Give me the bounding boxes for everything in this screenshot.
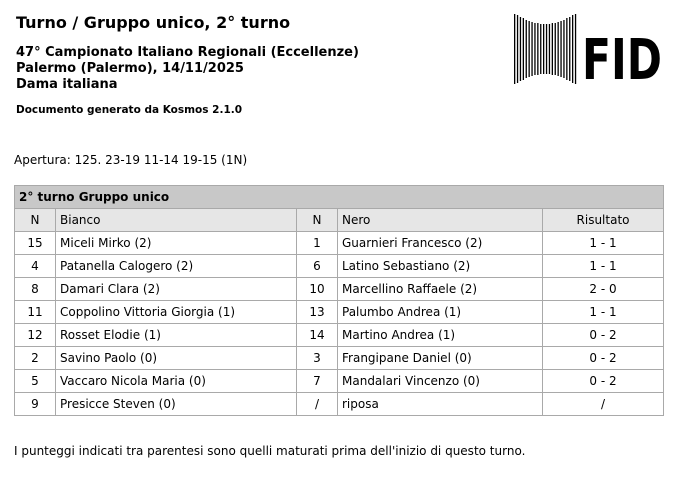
table-row: [15, 278, 664, 301]
black-player-cell: Martino Andrea (1): [338, 324, 543, 347]
result-cell: 0 - 2: [543, 370, 664, 393]
logo-stripe: [549, 24, 550, 74]
col-header-white: Bianco: [56, 209, 297, 232]
table-caption: 2° turno Gruppo unico: [15, 186, 664, 209]
table-row: [15, 370, 664, 393]
result-cell: 1 - 1: [543, 301, 664, 324]
black-player-cell: Guarnieri Francesco (2): [338, 232, 543, 255]
black-number-cell: 6: [297, 255, 338, 278]
logo-stripe: [566, 18, 567, 80]
logo-stripe: [520, 17, 521, 81]
black-number-cell: 3: [297, 347, 338, 370]
black-number-cell: 14: [297, 324, 338, 347]
generated-by: Documento generato da Kosmos 2.1.0: [16, 104, 243, 116]
white-number-cell: 8: [15, 278, 56, 301]
black-player-cell: Palumbo Andrea (1): [338, 301, 543, 324]
fid-logo-text: FID: [582, 28, 662, 93]
white-number-cell: 2: [15, 347, 56, 370]
white-player-cell: Savino Paolo (0): [56, 347, 297, 370]
white-number-cell: 12: [15, 324, 56, 347]
logo-stripe: [558, 22, 559, 76]
logo-stripe: [560, 21, 561, 77]
result-cell: /: [543, 393, 664, 416]
footnote: I punteggi indicati tra parentesi sono quelli maturati prima dell'inizio di questo turno.: [14, 444, 526, 458]
event-info: [16, 45, 359, 93]
page-title: Turno / Gruppo unico, 2° turno: [16, 13, 291, 32]
result-cell: 1 - 1: [543, 232, 664, 255]
table-row: [15, 232, 664, 255]
col-header-n-black: N: [297, 209, 338, 232]
white-player-cell: Vaccaro Nicola Maria (0): [56, 370, 297, 393]
result-cell: 1 - 1: [543, 255, 664, 278]
event-place-date: Palermo (Palermo), 14/11/2025: [16, 61, 244, 76]
opening-line: Apertura: 125. 23-19 11-14 19-15 (1N): [14, 153, 248, 167]
table-row: [15, 324, 664, 347]
table-row: [15, 255, 664, 278]
fid-logo: [514, 14, 664, 93]
white-number-cell: 4: [15, 255, 56, 278]
logo-stripe: [552, 23, 553, 75]
black-number-cell: 13: [297, 301, 338, 324]
white-player-cell: Patanella Calogero (2): [56, 255, 297, 278]
white-player-cell: Damari Clara (2): [56, 278, 297, 301]
logo-stripe: [537, 23, 538, 75]
white-number-cell: 11: [15, 301, 56, 324]
pairings-table: [14, 185, 664, 416]
logo-stripe: [531, 22, 532, 76]
logo-stripe: [575, 14, 576, 84]
logo-stripe: [569, 17, 570, 81]
logo-stripe: [540, 24, 541, 74]
logo-stripe: [546, 24, 547, 74]
col-header-result: Risultato: [543, 209, 664, 232]
black-number-cell: 10: [297, 278, 338, 301]
logo-stripe: [534, 23, 535, 75]
black-player-cell: Marcellino Raffaele (2): [338, 278, 543, 301]
table-row: [15, 301, 664, 324]
white-player-cell: Miceli Mirko (2): [56, 232, 297, 255]
logo-stripe: [555, 23, 556, 75]
table-header-row: [15, 209, 664, 232]
result-cell: 2 - 0: [543, 278, 664, 301]
game-type: Dama italiana: [16, 77, 118, 92]
logo-stripe: [517, 15, 518, 83]
white-number-cell: 5: [15, 370, 56, 393]
white-player-cell: Coppolino Vittoria Giorgia (1): [56, 301, 297, 324]
col-header-n-white: N: [15, 209, 56, 232]
logo-stripe: [572, 15, 573, 83]
logo-stripe: [543, 24, 544, 74]
logo-stripe: [514, 14, 515, 84]
white-player-cell: Presicce Steven (0): [56, 393, 297, 416]
black-player-cell: riposa: [338, 393, 543, 416]
logo-stripe: [563, 20, 564, 78]
event-name: 47° Campionato Italiano Regionali (Eccellenze): [16, 45, 359, 60]
col-header-black: Nero: [338, 209, 543, 232]
white-player-cell: Rosset Elodie (1): [56, 324, 297, 347]
black-player-cell: Latino Sebastiano (2): [338, 255, 543, 278]
logo-stripe: [529, 21, 530, 77]
black-number-cell: 7: [297, 370, 338, 393]
white-number-cell: 15: [15, 232, 56, 255]
black-number-cell: /: [297, 393, 338, 416]
table-row: [15, 393, 664, 416]
white-number-cell: 9: [15, 393, 56, 416]
logo-stripe: [526, 20, 527, 78]
table-row: [15, 347, 664, 370]
table-caption-row: [15, 186, 664, 209]
black-player-cell: Mandalari Vincenzo (0): [338, 370, 543, 393]
black-player-cell: Frangipane Daniel (0): [338, 347, 543, 370]
result-cell: 0 - 2: [543, 324, 664, 347]
logo-stripe: [523, 18, 524, 80]
result-cell: 0 - 2: [543, 347, 664, 370]
black-number-cell: 1: [297, 232, 338, 255]
